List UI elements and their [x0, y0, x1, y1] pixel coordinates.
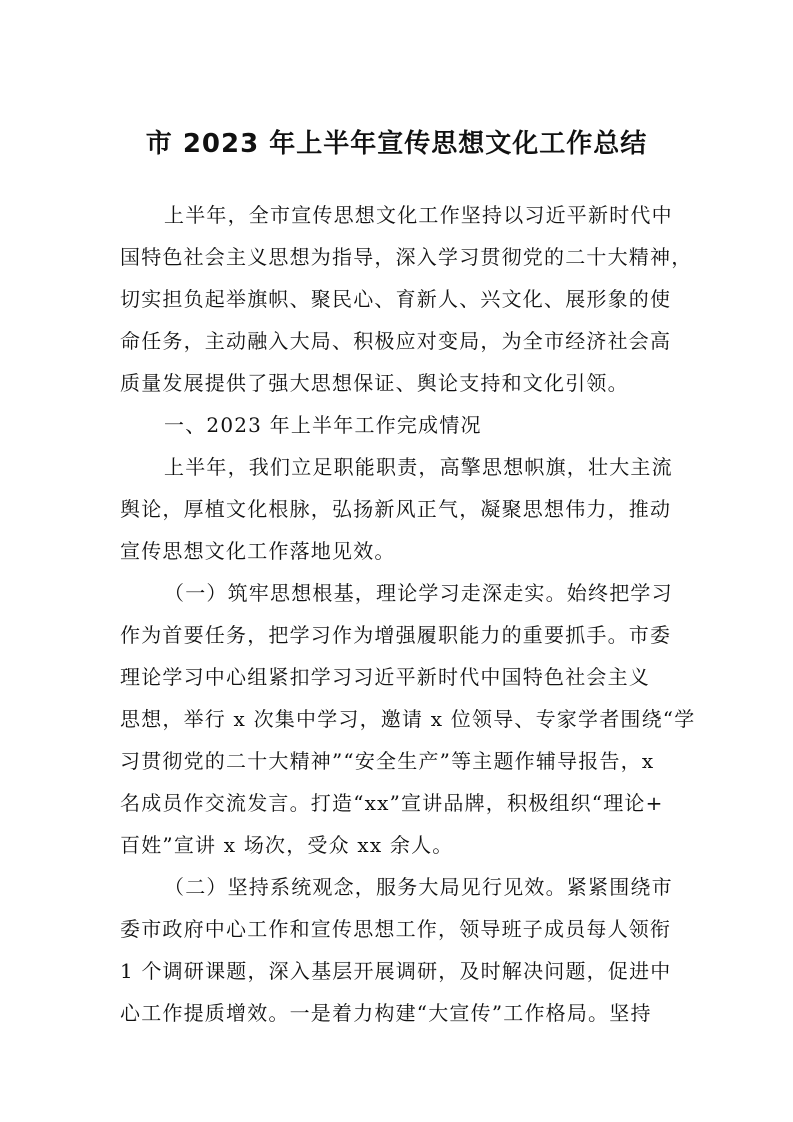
paragraph-line: 质量发展提供了强大思想保证、舆论支持和文化引领。: [120, 371, 629, 395]
paragraph-line: 上半年，我们立足职能职责，高擎思想帜旗，壮大主流: [164, 455, 673, 479]
paragraph-line: 舆论，厚植文化根脉，弘扬新风正气，凝聚思想伟力，推动: [120, 497, 672, 521]
paragraph-line: 1 个调研课题，深入基层开展调研，及时解决问题，促进中: [120, 959, 672, 983]
paragraph-line: 理论学习中心组紧扣学习习近平新时代中国特色社会主义: [120, 665, 650, 689]
document-title: 市 2023 年上半年宣传思想文化工作总结: [145, 129, 648, 159]
section-heading: 一、2023 年上半年工作完成情况: [164, 413, 482, 437]
paragraph-line: 国特色社会主义思想为指导，深入学习贯彻党的二十大精神，: [120, 245, 693, 269]
paragraph-line: 上半年，全市宣传思想文化工作坚持以习近平新时代中: [164, 203, 673, 227]
paragraph-line: 委市政府中心工作和宣传思想工作，领导班子成员每人领衔: [120, 917, 672, 941]
paragraph-line: 命任务，主动融入大局、积极应对变局，为全市经济社会高: [120, 329, 672, 353]
paragraph-line: （一）筑牢思想根基，理论学习走深走实。始终把学习: [164, 581, 673, 605]
document-body: [120, 194, 696, 1034]
paragraph-line: 宣传思想文化工作落地见效。: [120, 539, 396, 563]
paragraph-line: 名成员作交流发言。打造“xx”宣讲品牌，积极组织“理论+: [120, 791, 664, 815]
paragraph-line: 心工作提质增效。一是着力构建“大宣传”工作格局。坚持: [120, 1001, 652, 1025]
paragraph-line: 思想，举行 x 次集中学习，邀请 x 位领导、专家学者围绕“学: [120, 707, 696, 731]
paragraph-line: 百姓”宣讲 x 场次，受众 xx 余人。: [120, 833, 454, 857]
paragraph-line: 作为首要任务，把学习作为增强履职能力的重要抓手。市委: [120, 623, 672, 647]
paragraph-line: 习贯彻党的二十大精神”“安全生产”等主题作辅导报告，x: [120, 749, 655, 773]
paragraph-line: （二）坚持系统观念，服务大局见行见效。紧紧围绕市: [164, 875, 673, 899]
paragraph-line: 切实担负起举旗帜、聚民心、育新人、兴文化、展形象的使: [120, 287, 672, 311]
